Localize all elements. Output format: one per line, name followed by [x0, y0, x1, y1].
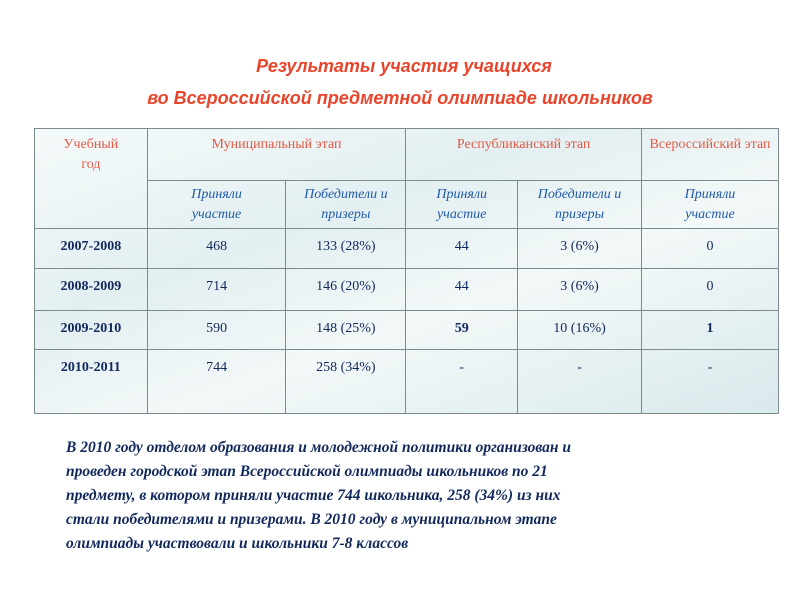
subheader-allrussian-participated: Приняли участие [641, 181, 778, 229]
summary-note-line: предмету, в котором приняли участие 744 школьника, 258 (34%) из них [66, 487, 561, 504]
summary-note-line: стали победителями и призерами. В 2010 году в муниципальном этапе [66, 511, 557, 528]
header-year-label: Учебный год [63, 137, 119, 172]
cell-year: 2009-2010 [35, 311, 148, 350]
cell-all-part: 1 [641, 311, 778, 350]
header-allrussian [641, 129, 778, 181]
table-row [35, 269, 779, 311]
cell-mun-win: 148 (25%) [286, 311, 406, 350]
subheader-municipal-winners: Победители и призеры [286, 181, 406, 229]
summary-note-line: В 2010 году отделом образования и молодежной политики организован и [66, 439, 572, 456]
header-republic: Республиканский этап [406, 129, 642, 181]
header-year [35, 129, 148, 229]
results-table [34, 128, 779, 414]
cell-mun-win: 146 (20%) [286, 269, 406, 311]
table-row [35, 311, 779, 350]
table-header-row [35, 129, 779, 181]
page-title-line-2: во Всероссийской предметной олимпиаде школьников [147, 88, 653, 108]
cell-rep-part: - [406, 350, 518, 414]
cell-rep-win: 10 (16%) [518, 311, 642, 350]
cell-rep-win: 3 (6%) [518, 269, 642, 311]
header-municipal: Муниципальный этап [147, 129, 406, 181]
cell-mun-part: 468 [147, 229, 286, 269]
page-title-line-1: Результаты участия учащихся [256, 56, 552, 76]
summary-note [66, 436, 756, 556]
cell-rep-win: 3 (6%) [518, 229, 642, 269]
cell-all-part: - [641, 350, 778, 414]
cell-year: 2010-2011 [35, 350, 148, 414]
cell-all-part: 0 [641, 229, 778, 269]
cell-mun-win: 133 (28%) [286, 229, 406, 269]
cell-mun-win: 258 (34%) [286, 350, 406, 414]
table-row [35, 350, 779, 414]
subheader-republic-participated: Приняли участие [406, 181, 518, 229]
cell-year: 2008-2009 [35, 269, 148, 311]
cell-rep-part: 44 [406, 269, 518, 311]
cell-mun-part: 590 [147, 311, 286, 350]
cell-mun-part: 714 [147, 269, 286, 311]
summary-note-line: олимпиады участвовали и школьники 7-8 классов [66, 535, 409, 552]
header-allrussian-label: Всероссийский этап [649, 137, 771, 152]
subheader-republic-winners: Победители и призеры [518, 181, 642, 229]
cell-all-part: 0 [641, 269, 778, 311]
summary-note-line: проведен городской этап Всероссийской олимпиады школьников по 21 [66, 463, 548, 480]
cell-rep-part: 44 [406, 229, 518, 269]
table-row [35, 229, 779, 269]
cell-rep-win: - [518, 350, 642, 414]
cell-mun-part: 744 [147, 350, 286, 414]
cell-year: 2007-2008 [35, 229, 148, 269]
cell-rep-part: 59 [406, 311, 518, 350]
subheader-municipal-participated: Приняли участие [147, 181, 286, 229]
